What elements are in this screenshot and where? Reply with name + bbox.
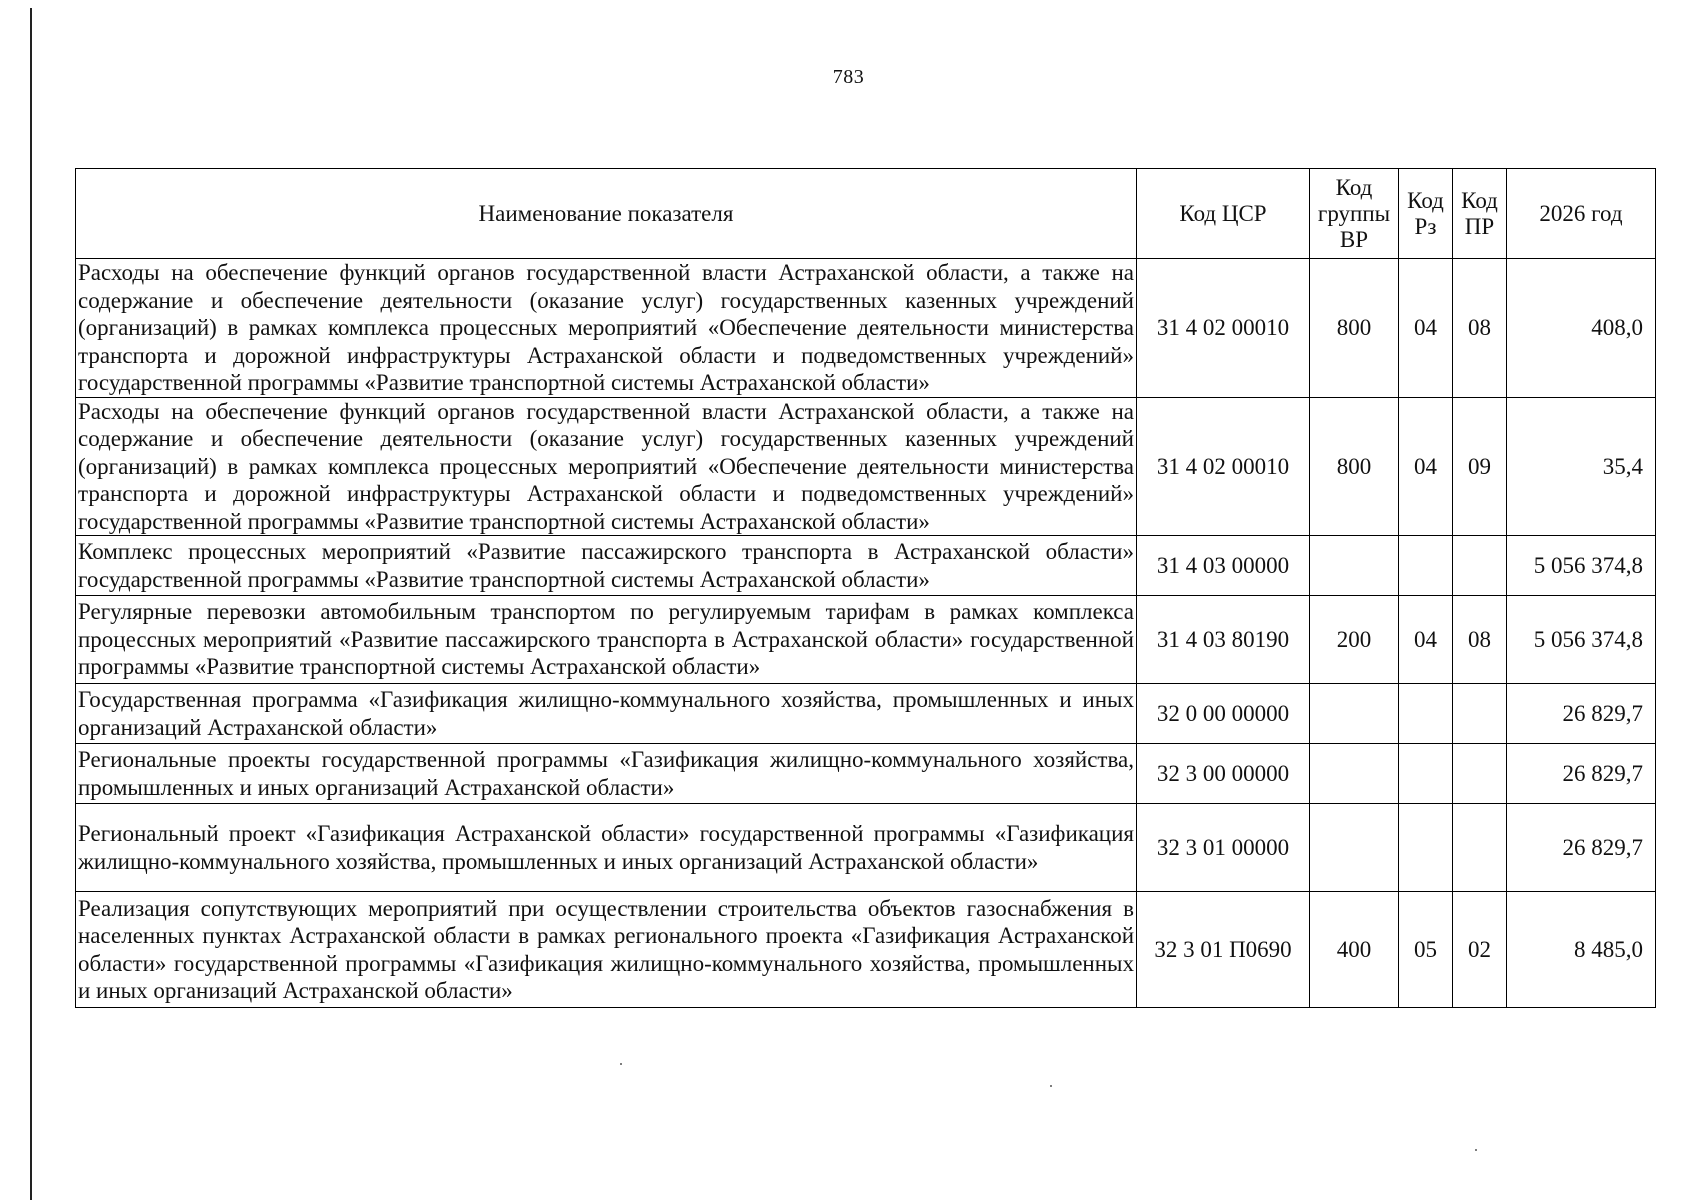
table-row	[76, 259, 1656, 398]
row-pr-code	[1453, 684, 1507, 744]
row-vr-code: 200	[1310, 596, 1399, 684]
row-vr-code	[1310, 684, 1399, 744]
row-csr-code: 32 0 00 00000	[1137, 684, 1310, 744]
row-indicator-name: Комплекс процессных мероприятий «Развитие пассажирского транспорта в Астраханской области» государственной программы «Развитие транспортной системы Астраханской области»	[76, 536, 1137, 596]
row-indicator-name: Расходы на обеспечение функций органов государственной власти Астраханской области, а также на содержание и обеспечение деятельности (оказание услуг) государственных казенных учреждений (организаций) в рамках комплекса процессных мероприятий «Обеспечение деятельности министерства транспорта и дорожной инфраструктуры Астраханской области и подведомственных учреждений» государственной программы «Развитие транспортной системы Астраханской области»	[76, 397, 1137, 536]
header-pr-code: Код ПР	[1453, 169, 1507, 259]
table-row	[76, 397, 1656, 536]
row-csr-code: 31 4 02 00010	[1137, 397, 1310, 536]
row-pr-code: 09	[1453, 397, 1507, 536]
row-rz-code	[1399, 536, 1453, 596]
row-indicator-name: Государственная программа «Газификация жилищно-коммунального хозяйства, промышленных и иных организаций Астраханской области»	[76, 684, 1137, 744]
row-amount-2026: 5 056 374,8	[1507, 536, 1656, 596]
row-pr-code: 02	[1453, 892, 1507, 1008]
row-rz-code: 04	[1399, 397, 1453, 536]
row-amount-2026: 26 829,7	[1507, 804, 1656, 892]
scan-speck	[1050, 1085, 1052, 1087]
row-pr-code: 08	[1453, 259, 1507, 398]
row-rz-code: 04	[1399, 259, 1453, 398]
row-rz-code	[1399, 804, 1453, 892]
scan-speck	[1475, 1149, 1477, 1151]
row-amount-2026: 5 056 374,8	[1507, 596, 1656, 684]
row-rz-code	[1399, 684, 1453, 744]
budget-table	[75, 168, 1656, 1008]
row-vr-code: 800	[1310, 259, 1399, 398]
row-pr-code: 08	[1453, 596, 1507, 684]
row-amount-2026: 26 829,7	[1507, 684, 1656, 744]
table-header-row	[76, 169, 1656, 259]
binding-margin-line	[30, 8, 32, 1200]
row-indicator-name: Регулярные перевозки автомобильным транспортом по регулируемым тарифам в рамках комплекса процессных мероприятий «Развитие пассажирского транспорта в Астраханской области» государственной программы «Развитие транспортной системы Астраханской области»	[76, 596, 1137, 684]
scan-speck	[620, 1063, 622, 1065]
header-year-2026: 2026 год	[1507, 169, 1656, 259]
row-csr-code: 32 3 01 П0690	[1137, 892, 1310, 1008]
row-rz-code	[1399, 744, 1453, 804]
row-vr-code	[1310, 536, 1399, 596]
header-rz-code: Код Рз	[1399, 169, 1453, 259]
table-row	[76, 744, 1656, 804]
row-csr-code: 32 3 01 00000	[1137, 804, 1310, 892]
row-rz-code: 05	[1399, 892, 1453, 1008]
table-row	[76, 596, 1656, 684]
row-indicator-name: Реализация сопутствующих мероприятий при осуществлении строительства объектов газоснабжения в населенных пунктах Астраханской области в рамках регионального проекта «Газификация Астраханской области» государственной программы «Газификация жилищно-коммунального хозяйства, промышленных и иных организаций Астраханской области»	[76, 892, 1137, 1008]
row-csr-code: 31 4 03 80190	[1137, 596, 1310, 684]
table-row	[76, 684, 1656, 744]
row-vr-code	[1310, 744, 1399, 804]
header-csr-code: Код ЦСР	[1137, 169, 1310, 259]
row-indicator-name: Региональный проект «Газификация Астраханской области» государственной программы «Газификация жилищно-коммунального хозяйства, промышленных и иных организаций Астраханской области»	[76, 804, 1137, 892]
row-rz-code: 04	[1399, 596, 1453, 684]
row-amount-2026: 26 829,7	[1507, 744, 1656, 804]
row-amount-2026: 408,0	[1507, 259, 1656, 398]
table-row	[76, 804, 1656, 892]
row-pr-code	[1453, 804, 1507, 892]
row-pr-code	[1453, 536, 1507, 596]
header-indicator-name: Наименование показателя	[76, 169, 1137, 259]
row-indicator-name: Расходы на обеспечение функций органов государственной власти Астраханской области, а также на содержание и обеспечение деятельности (оказание услуг) государственных казенных учреждений (организаций) в рамках комплекса процессных мероприятий «Обеспечение деятельности министерства транспорта и дорожной инфраструктуры Астраханской области и подведомственных учреждений» государственной программы «Развитие транспортной системы Астраханской области»	[76, 259, 1137, 398]
row-vr-code: 400	[1310, 892, 1399, 1008]
table-row	[76, 892, 1656, 1008]
row-vr-code: 800	[1310, 397, 1399, 536]
row-pr-code	[1453, 744, 1507, 804]
table-row	[76, 536, 1656, 596]
row-indicator-name: Региональные проекты государственной программы «Газификация жилищно-коммунального хозяйства, промышленных и иных организаций Астраханской области»	[76, 744, 1137, 804]
row-amount-2026: 35,4	[1507, 397, 1656, 536]
row-csr-code: 31 4 03 00000	[1137, 536, 1310, 596]
row-csr-code: 31 4 02 00010	[1137, 259, 1310, 398]
page-number: 783	[832, 66, 865, 88]
row-vr-code	[1310, 804, 1399, 892]
row-csr-code: 32 3 00 00000	[1137, 744, 1310, 804]
header-vr-group-code: Код группы ВР	[1310, 169, 1399, 259]
row-amount-2026: 8 485,0	[1507, 892, 1656, 1008]
